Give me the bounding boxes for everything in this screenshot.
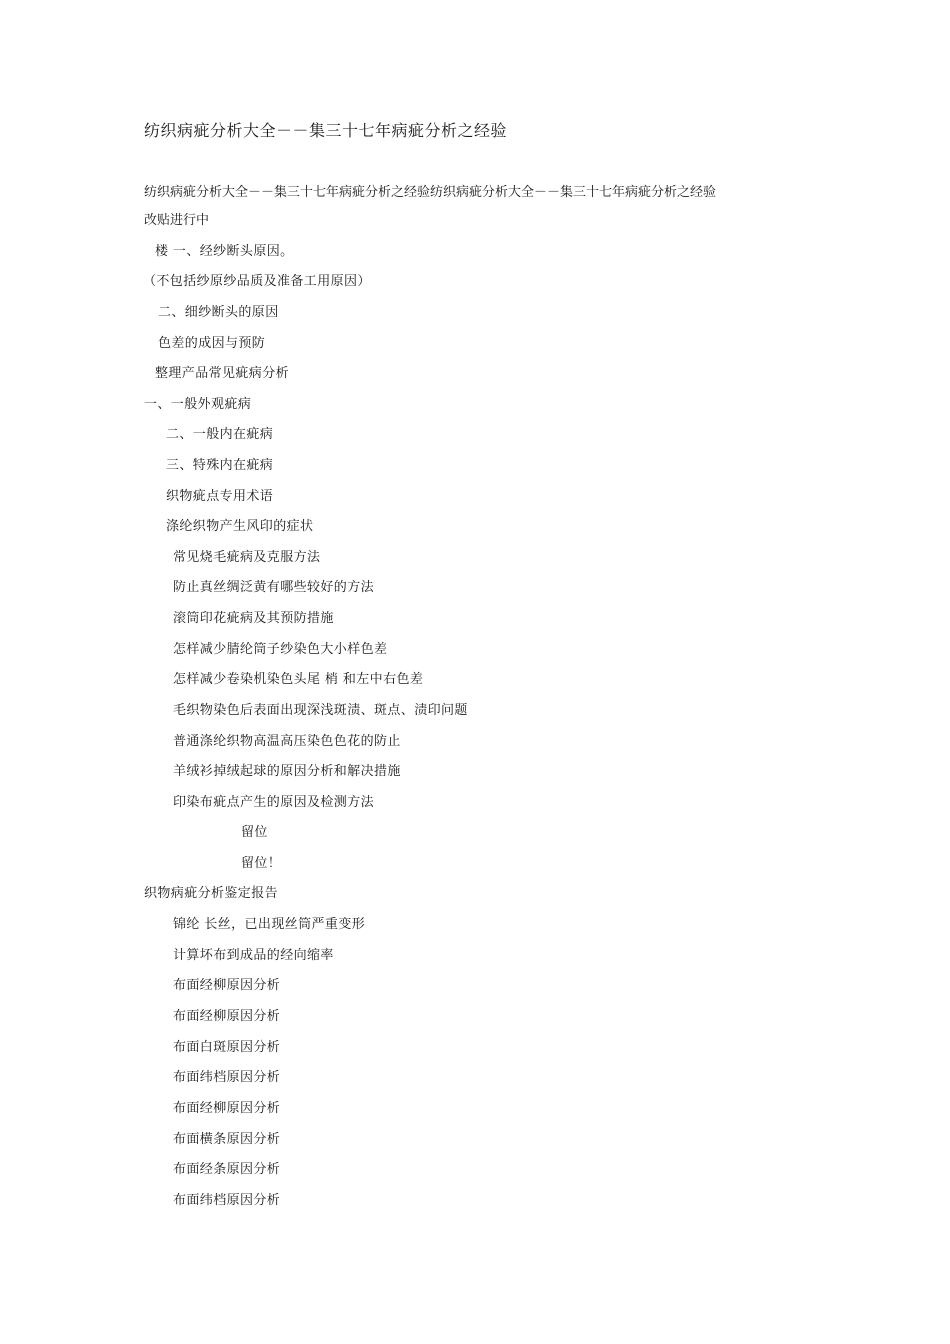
list-item: 羊绒衫掉绒起球的原因分析和解决措施 [173,764,401,779]
list-item: 留位！ [241,856,282,871]
list-item: 布面经柳原因分析 [173,978,281,993]
list-item: 布面纬档原因分析 [173,1070,281,1085]
list-item: 布面纬档原因分析 [173,1193,281,1208]
document-title: 纺织病疵分析大全－－集三十七年病疵分析之经验 [144,121,508,140]
list-item: 一、一般外观疵病 [144,397,252,412]
list-item: 涤纶织物产生风印的症状 [166,519,314,534]
list-item: 布面白斑原因分析 [173,1040,281,1055]
list-item: （不包括纱原纱品质及准备工用原因） [143,274,371,289]
list-item: 布面经柳原因分析 [173,1009,281,1024]
list-item: 三、特殊内在疵病 [166,458,274,473]
intro-paragraph [144,179,784,235]
list-item: 怎样减少卷染机染色头尾 梢 和左中右色差 [173,672,424,687]
list-item: 滚筒印花疵病及其预防措施 [173,611,334,626]
list-item: 布面经条原因分析 [173,1162,281,1177]
list-item: 二、细纱断头的原因 [158,305,279,320]
list-item: 怎样减少腈纶筒子纱染色大小样色差 [173,642,388,657]
list-item: 锦纶 长丝，已出现丝筒严重变形 [173,917,366,932]
list-item: 印染布疵点产生的原因及检测方法 [173,795,375,810]
list-item: 二、一般内在疵病 [166,427,274,442]
list-item: 常见烧毛疵病及克服方法 [173,550,321,565]
list-item: 留位 [241,825,268,840]
list-item: 布面横条原因分析 [173,1132,281,1147]
intro-line: 改贴进行中 [144,213,210,228]
list-item: 楼 一、经纱断头原因。 [155,244,294,259]
list-item: 整理产品常见疵病分析 [155,366,290,381]
intro-line: 纺织病疵分析大全－－集三十七年病疵分析之经验纺织病疵分析大全－－集三十七年病疵分析之经验 [144,185,717,200]
list-item: 织物疵点专用术语 [166,489,274,504]
list-item: 织物病疵分析鉴定报告 [144,886,279,901]
list-item: 防止真丝绸泛黄有哪些较好的方法 [173,580,375,595]
list-item: 计算坏布到成品的经向缩率 [173,948,334,963]
list-item: 普通涤纶织物高温高压染色色花的防止 [173,734,401,749]
list-item: 毛织物染色后表面出现深浅斑渍、斑点、渍印问题 [173,703,468,718]
list-item: 色差的成因与预防 [158,336,266,351]
list-item: 布面经柳原因分析 [173,1101,281,1116]
